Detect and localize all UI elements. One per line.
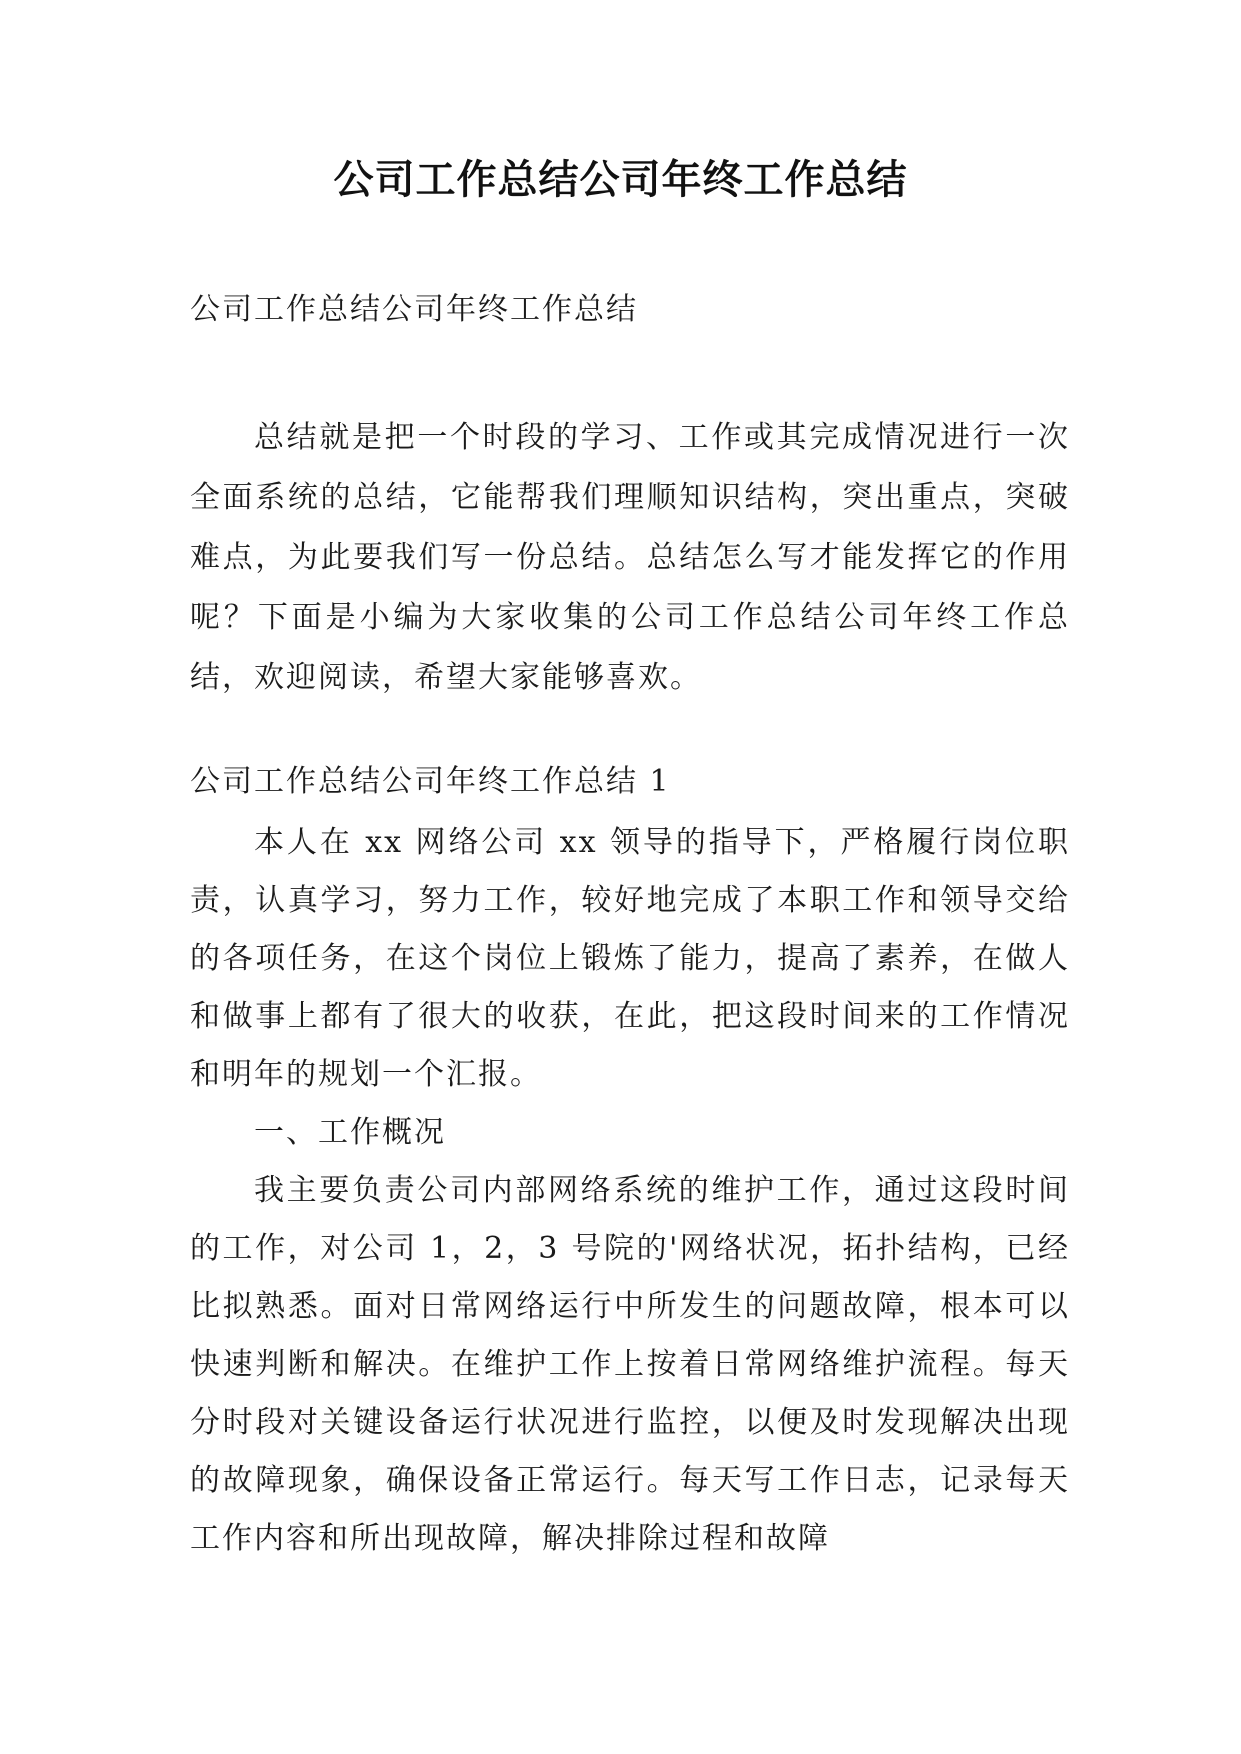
document-title: 公司工作总结公司年终工作总结 — [333, 157, 908, 203]
intro-paragraph: 总结就是把一个时段的学习、工作或其完成情况进行一次全面系统的总结，它能帮我们理顺知识结构，突出重点，突破难点，为此要我们写一份总结。总结怎么写才能发挥它的作用呢？下面是小编为大家收集的公司工作总结公司年终工作总结，欢迎阅读，希望大家能够喜欢。 — [190, 420, 1070, 695]
subsection-heading: 一、工作概况 — [254, 1115, 446, 1150]
section-heading: 公司工作总结公司年终工作总结 1 — [190, 764, 671, 799]
body-content — [190, 814, 1070, 1568]
body-paragraph: 本人在 xx 网络公司 xx 领导的指导下，严格履行岗位职责，认真学习，努力工作，较好地完成了本职工作和领导交给的各项任务，在这个岗位上锻炼了能力，提高了素养，在做人和做事上都有了很大的收获，在此，把这段时间来的工作情况和明年的规划一个汇报。 — [190, 825, 1070, 1092]
document-subtitle: 公司工作总结公司年终工作总结 — [190, 292, 638, 327]
body-paragraph: 我主要负责公司内部网络系统的维护工作，通过这段时间的工作，对公司 1，2，3 号院的'网络状况，拓扑结构，已经比拟熟悉。面对日常网络运行中所发生的问题故障，根本可以快速判断和解决。在维护工作上按着日常网络维护流程。每天分时段对关键设备运行状况进行监控，以便及时发现解决出现的故障现象，确保设备正常运行。每天写工作日志，记录每天工作内容和所出现故障，解决排除过程和故障 — [190, 1173, 1070, 1556]
